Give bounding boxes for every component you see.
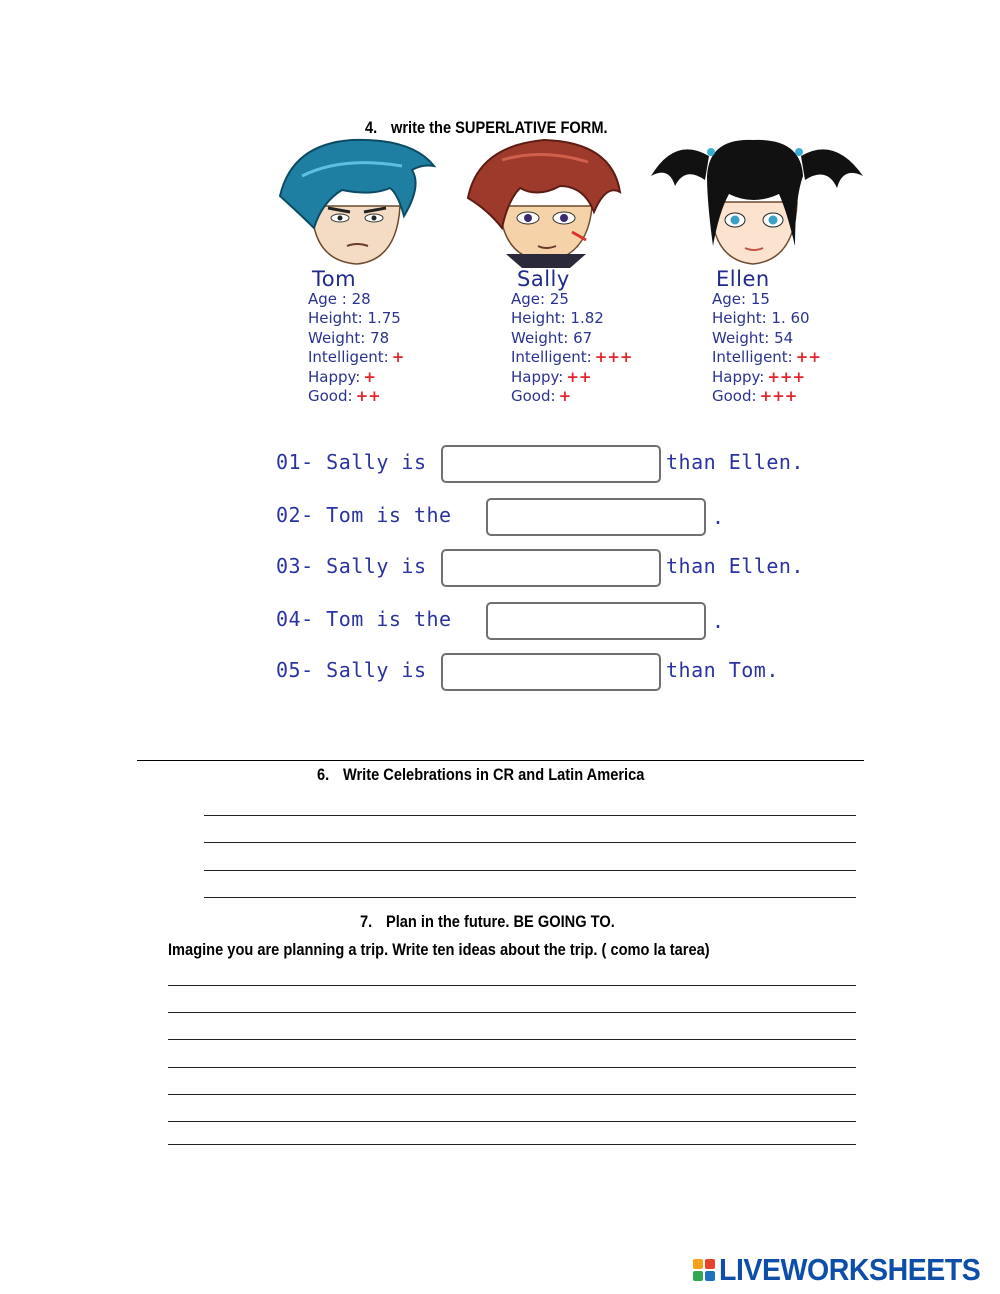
sentence-01-prefix: 01- Sally is	[276, 450, 427, 474]
writing-line[interactable]	[168, 1039, 856, 1040]
logo-icon	[693, 1259, 715, 1281]
height: Height: 1.82	[511, 309, 604, 328]
age: Age: 15	[712, 290, 770, 308]
weight: Weight: 67	[511, 328, 593, 347]
intelligent: Intelligent: +	[308, 348, 405, 367]
weight: Weight: 78	[308, 328, 390, 347]
section-divider	[137, 760, 864, 761]
sentence-02-prefix: 02- Tom is the	[276, 503, 452, 527]
section-4-heading: 4. write the SUPERLATIVE FORM.	[365, 118, 608, 137]
sentence-02-suffix: .	[712, 505, 725, 529]
age: Age: 25	[511, 290, 569, 308]
logo-text: LIVEWORKSHEETS	[719, 1252, 981, 1287]
answer-05-input[interactable]	[441, 653, 661, 691]
character-ellen	[712, 268, 902, 406]
happy: Happy: ++	[511, 367, 592, 386]
sentence-05-suffix: than Tom.	[666, 658, 779, 682]
sentence-05-prefix: 05- Sally is	[276, 658, 427, 682]
height: Height: 1. 60	[712, 309, 810, 328]
section-7-instruction: Imagine you are planning a trip. Write ten ideas about the trip. ( como la tarea)	[168, 940, 710, 959]
character-name: Tom	[312, 267, 357, 291]
answer-04-input[interactable]	[486, 602, 706, 640]
writing-line[interactable]	[168, 1144, 856, 1145]
rating-mark: ++	[795, 348, 821, 367]
answer-01-input[interactable]	[441, 445, 661, 483]
rating-mark: ++	[566, 367, 592, 386]
writing-line[interactable]	[204, 842, 856, 843]
rating-mark: +++	[759, 387, 798, 406]
liveworksheets-logo	[693, 1252, 993, 1288]
sentence-01-suffix: than Ellen.	[666, 450, 804, 474]
intelligent: Intelligent: ++	[712, 348, 821, 367]
writing-line[interactable]	[168, 1012, 856, 1013]
age: Age : 28	[308, 290, 371, 308]
sentence-04-suffix: .	[712, 609, 725, 633]
writing-line[interactable]	[204, 897, 856, 898]
good: Good: ++	[308, 387, 381, 406]
rating-mark: ++	[355, 387, 381, 406]
height: Height: 1.75	[308, 309, 401, 328]
writing-line[interactable]	[204, 870, 856, 871]
rating-mark: +	[391, 348, 405, 367]
good: Good: +	[511, 387, 572, 406]
sentence-03-prefix: 03- Sally is	[276, 554, 427, 578]
rating-mark: +++	[594, 348, 633, 367]
character-tom	[308, 268, 498, 406]
sally-portrait	[462, 136, 628, 268]
sentence-04-prefix: 04- Tom is the	[276, 607, 452, 631]
writing-line[interactable]	[204, 815, 856, 816]
sentence-03-suffix: than Ellen.	[666, 554, 804, 578]
rating-mark: +++	[767, 367, 806, 386]
good: Good: +++	[712, 387, 798, 406]
ellen-portrait	[645, 136, 867, 268]
section-6-heading: 6. Write Celebrations in CR and Latin America	[317, 765, 645, 784]
writing-line[interactable]	[168, 985, 856, 986]
character-name: Sally	[517, 267, 570, 291]
rating-mark: +	[363, 367, 376, 386]
tom-portrait	[272, 136, 442, 268]
intelligent: Intelligent: +++	[511, 348, 633, 367]
happy: Happy: +++	[712, 367, 806, 386]
answer-03-input[interactable]	[441, 549, 661, 587]
character-name: Ellen	[716, 267, 770, 291]
happy: Happy: +	[308, 367, 376, 386]
answer-02-input[interactable]	[486, 498, 706, 536]
weight: Weight: 54	[712, 328, 794, 347]
writing-line[interactable]	[168, 1121, 856, 1122]
rating-mark: +	[558, 387, 572, 406]
character-sally	[511, 268, 701, 406]
writing-line[interactable]	[168, 1067, 856, 1068]
section-7-heading: 7. Plan in the future. BE GOING TO.	[360, 912, 615, 931]
writing-line[interactable]	[168, 1094, 856, 1095]
